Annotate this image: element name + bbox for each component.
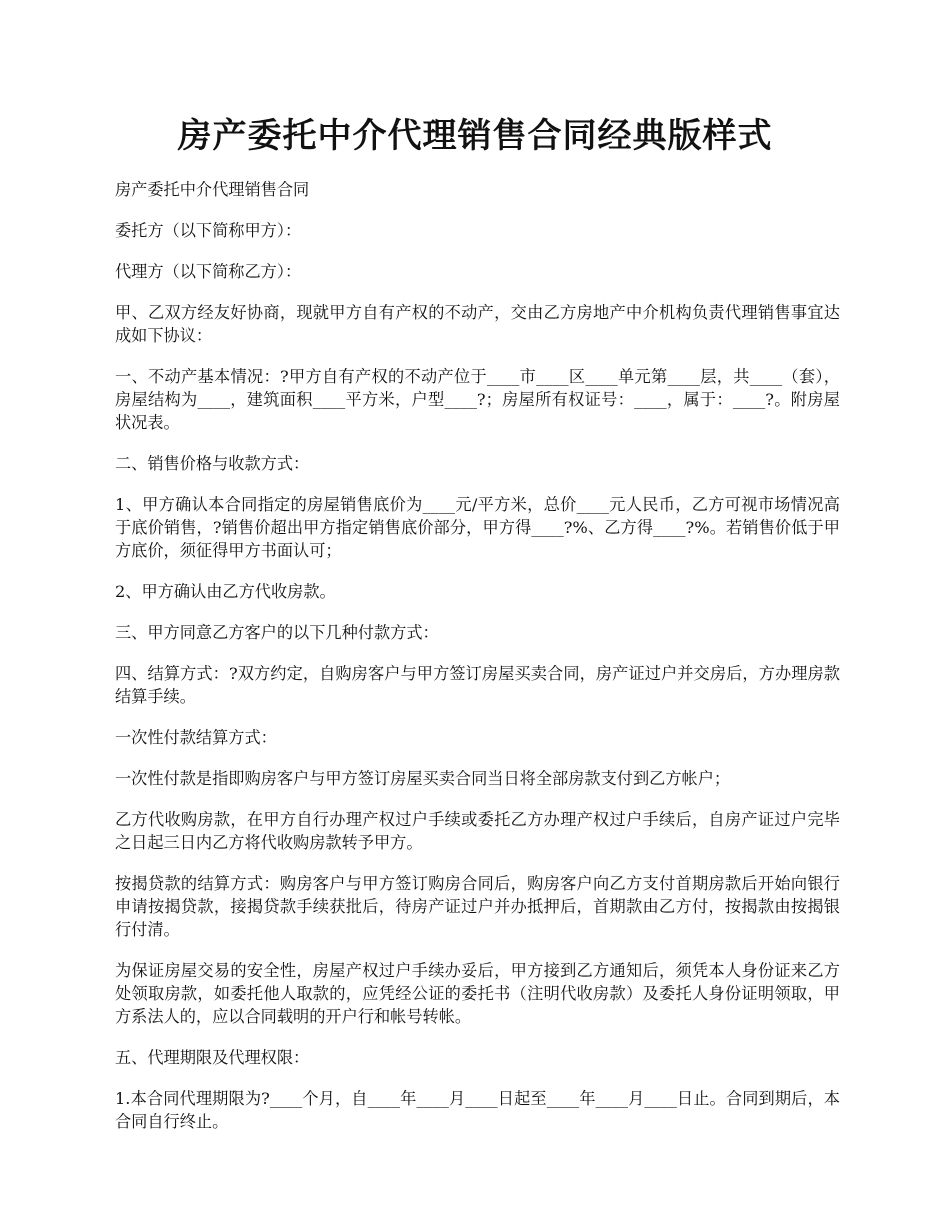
- paragraph-lump-sum-definition: 一次性付款是指即购房客户与甲方签订房屋买卖合同当日将全部房款支付到乙方帐户；: [115, 769, 731, 788]
- heading-agency-term: 五、代理期限及代理权限：: [115, 1048, 310, 1067]
- heading-price-payment: 二、销售价格与收款方式：: [115, 454, 310, 473]
- document-body: [115, 178, 840, 1151]
- paragraph-mortgage: 按揭贷款的结算方式：购房客户与甲方签订购房合同后，购房客户向乙方支付首期房款后开始向银行申请按揭贷款，接揭贷款手续获批后，待房产证过户并办抵押后，首期款由乙方付，按揭款由按揭银行付清。: [115, 874, 840, 939]
- paragraph-preamble: 甲、乙双方经友好协商，现就甲方自有产权的不动产，交由乙方房地产中介机构负责代理销售事宜达成如下协议：: [115, 303, 840, 345]
- paragraph-collection: 2、甲方确认由乙方代收房款。: [115, 582, 336, 601]
- document-title: 房产委托中介代理销售合同经典版样式: [177, 116, 773, 156]
- paragraph-settlement: 四、结算方式：?双方约定，自购房客户与甲方签订房屋买卖合同，房产证过户并交房后，方办理房款结算手续。: [115, 664, 840, 706]
- paragraph-principal: 委托方（以下简称甲方）：: [115, 221, 302, 240]
- paragraph-sale-price: 1、甲方确认本合同指定的房屋销售底价为____元/平方米，总价____元人民币，乙方可视市场情况高于底价销售，?销售价超出甲方指定销售底价部分，甲方得____?%、乙方得____?%。若销售价低于甲方底价，须征得甲方书面认可；: [115, 495, 840, 560]
- heading-lump-sum: 一次性付款结算方式：: [115, 728, 277, 747]
- paragraph-contract-name: 房产委托中介代理销售合同: [115, 180, 310, 199]
- paragraph-agent: 代理方（以下简称乙方）：: [115, 262, 302, 281]
- paragraph-transfer-funds: 乙方代收购房款，在甲方自行办理产权过户手续或委托乙方办理产权过户手续后，自房产证过户完毕之日起三日内乙方将代收购房款转予甲方。: [115, 810, 840, 852]
- paragraph-term-length: 1.本合同代理期限为?____个月，自____年____月____日起至____年____月____日止。合同到期后，本合同自行终止。: [115, 1089, 840, 1131]
- paragraph-property-info: 一、不动产基本情况：?甲方自有产权的不动产位于____市____区____单元第____层，共____（套），房屋结构为____，建筑面积____平方米，户型____?；房屋所有权证号：____，属于：____?。附房屋状况表。: [115, 367, 840, 432]
- heading-payment-methods: 三、甲方同意乙方客户的以下几种付款方式：: [115, 623, 439, 642]
- paragraph-security: 为保证房屋交易的安全性，房屋产权过户手续办妥后，甲方接到乙方通知后，须凭本人身份证来乙方处领取房款，如委托他人取款的，应凭经公证的委托书（注明代收房款）及委托人身份证明领取，甲方系法人的，应以合同载明的开户行和帐号转帐。: [115, 961, 840, 1026]
